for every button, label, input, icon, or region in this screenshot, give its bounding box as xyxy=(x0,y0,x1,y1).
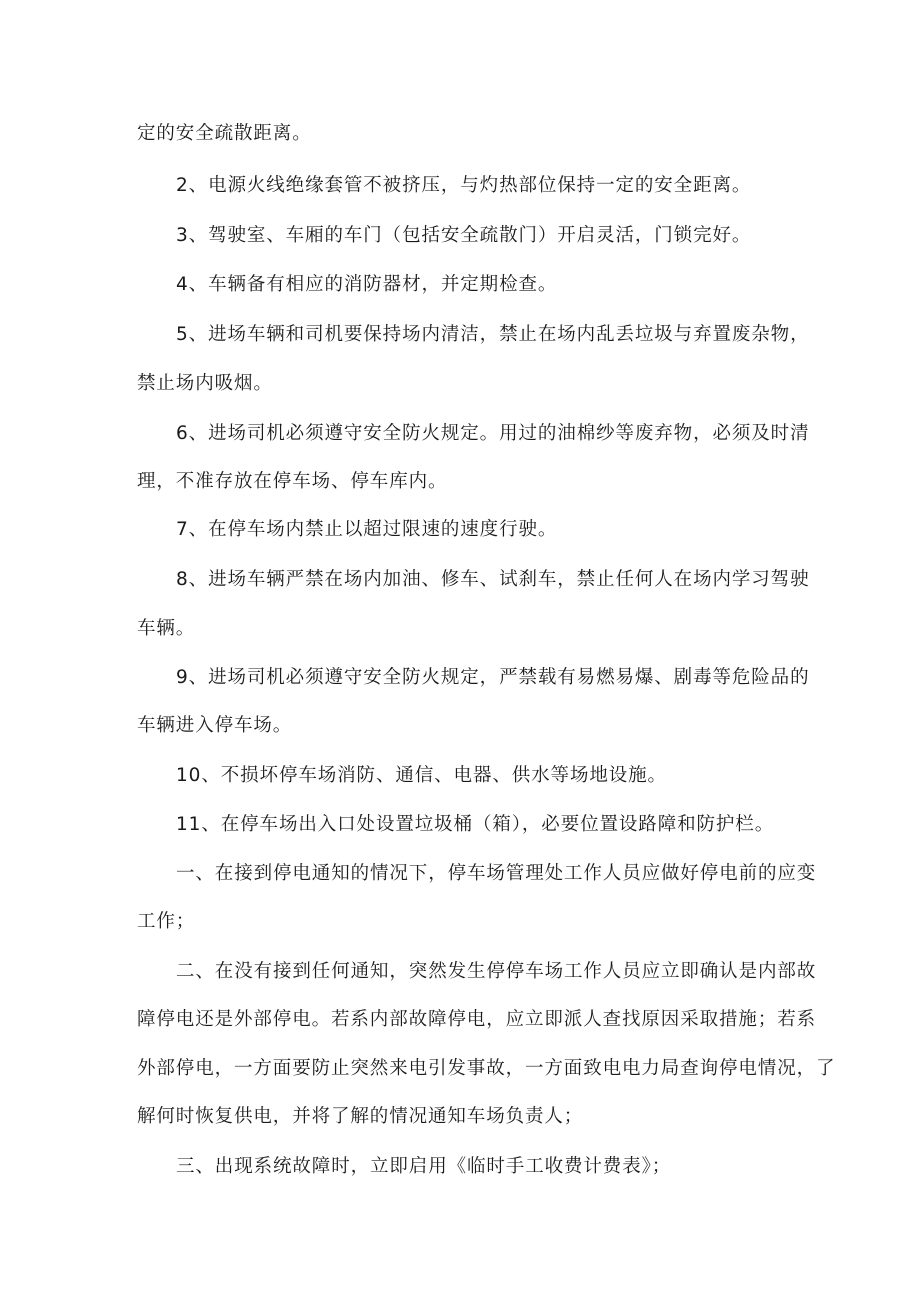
text-line: 3、驾驶室、车厢的车门（包括安全疏散门）开启灵活，门锁完好。 xyxy=(176,225,752,246)
text-line: 10、不损坏停车场消防、通信、电器、供水等场地设施。 xyxy=(176,765,667,786)
text-line: 解何时恢复供电，并将了解的情况通知车场负责人； xyxy=(137,1106,584,1127)
text-line: 三、出现系统故障时，立即启用《临时手工收费计费表》； xyxy=(176,1156,672,1177)
text-line: 定的安全疏散距离。 xyxy=(137,123,312,144)
text-line: 一、在接到停电通知的情况下，停车场管理处工作人员应做好停电前的应变 xyxy=(176,863,817,884)
text-line: 11、在停车场出入口处设置垃圾桶（箱），必要位置设路障和防护栏。 xyxy=(176,814,775,835)
text-line: 7、在停车场内禁止以超过限速的速度行驶。 xyxy=(176,519,558,540)
text-line: 9、进场司机必须遵守安全防火规定，严禁载有易燃易爆、剧毒等危险品的 xyxy=(176,667,810,688)
text-line: 二、在没有接到任何通知，突然发生停停车场工作人员应立即确认是内部故 xyxy=(176,961,817,982)
text-line: 5、进场车辆和司机要保持场内清洁，禁止在场内乱丢垃圾与弃置废杂物， xyxy=(176,324,810,345)
text-line: 2、电源火线绝缘套管不被挤压，与灼热部位保持一定的安全距离。 xyxy=(176,175,752,196)
text-line: 6、进场司机必须遵守安全防火规定。用过的油棉纱等废弃物，必须及时清 xyxy=(176,423,810,444)
text-line: 禁止场内吸烟。 xyxy=(137,373,273,394)
text-line: 理，不准存放在停车场、停车库内。 xyxy=(137,471,448,492)
text-line: 4、车辆备有相应的消防器材，并定期检查。 xyxy=(176,274,558,295)
text-line: 工作； xyxy=(137,911,196,932)
text-line: 车辆。 xyxy=(137,618,196,639)
text-line: 8、进场车辆严禁在场内加油、修车、试刹车，禁止任何人在场内学习驾驶 xyxy=(176,569,810,590)
text-line: 障停电还是外部停电。若系内部故障停电，应立即派人查找原因采取措施；若系 xyxy=(137,1009,817,1030)
text-line: 外部停电，一方面要防止突然来电引发事故，一方面致电电力局查询停电情况，了 xyxy=(137,1058,836,1079)
text-line: 车辆进入停车场。 xyxy=(137,715,293,736)
